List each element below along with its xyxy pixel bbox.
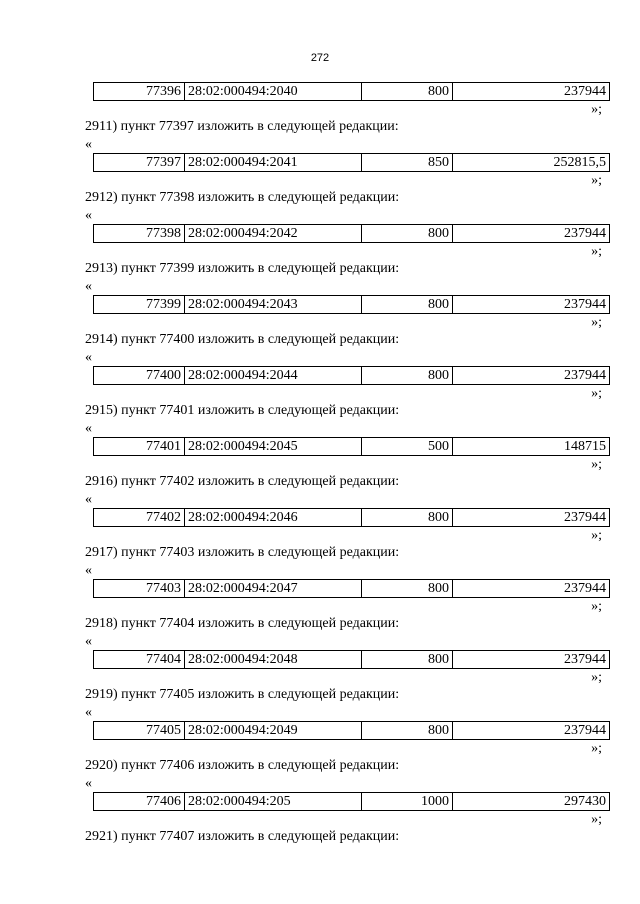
amendment-instruction: 2913) пункт 77399 изложить в следующей редакции: [85,261,400,276]
area-cell: 800 [362,651,453,669]
cadastral-number-cell: 28:02:000494:2041 [185,154,362,172]
land-plot-row-table [93,295,610,314]
table-row [94,83,610,101]
cadastral-number-cell: 28:02:000494:2047 [185,580,362,598]
item-number-cell: 77403 [94,580,185,598]
table-row [94,296,610,314]
cadastral-number-cell: 28:02:000494:2044 [185,367,362,385]
land-plot-row-table [93,153,610,172]
area-cell: 800 [362,722,453,740]
cadastral-number-cell: 28:02:000494:2040 [185,83,362,101]
amendment-instruction: 2918) пункт 77404 изложить в следующей редакции: [85,616,400,631]
close-quote: »; [591,457,602,472]
close-quote: »; [591,244,602,259]
item-number-cell: 77406 [94,793,185,811]
area-cell: 800 [362,296,453,314]
cadastral-number-cell: 28:02:000494:2048 [185,651,362,669]
open-quote: « [85,492,92,507]
cadastral-number-cell: 28:02:000494:2046 [185,509,362,527]
value-cell: 237944 [453,225,610,243]
amendment-instruction: 2912) пункт 77398 изложить в следующей редакции: [85,190,400,205]
table-row [94,154,610,172]
table-row [94,651,610,669]
value-cell: 237944 [453,580,610,598]
land-plot-row-table [93,579,610,598]
item-number-cell: 77404 [94,651,185,669]
value-cell: 297430 [453,793,610,811]
amendment-instruction: 2917) пункт 77403 изложить в следующей редакции: [85,545,400,560]
open-quote: « [85,563,92,578]
land-plot-row-table [93,721,610,740]
open-quote: « [85,279,92,294]
open-quote: « [85,634,92,649]
open-quote: « [85,350,92,365]
table-row [94,509,610,527]
open-quote: « [85,137,92,152]
amendment-instruction: 2915) пункт 77401 изложить в следующей редакции: [85,403,400,418]
amendment-instruction: 2920) пункт 77406 изложить в следующей редакции: [85,758,400,773]
value-cell: 237944 [453,367,610,385]
cadastral-number-cell: 28:02:000494:2045 [185,438,362,456]
cadastral-number-cell: 28:02:000494:205 [185,793,362,811]
open-quote: « [85,208,92,223]
close-quote: »; [591,741,602,756]
land-plot-row-table [93,508,610,527]
item-number-cell: 77405 [94,722,185,740]
land-plot-row-table [93,792,610,811]
table-row [94,367,610,385]
item-number-cell: 77401 [94,438,185,456]
value-cell: 237944 [453,296,610,314]
amendment-instruction: 2919) пункт 77405 изложить в следующей редакции: [85,687,400,702]
item-number-cell: 77400 [94,367,185,385]
amendment-instruction: 2916) пункт 77402 изложить в следующей редакции: [85,474,400,489]
item-number-cell: 77396 [94,83,185,101]
open-quote: « [85,776,92,791]
value-cell: 237944 [453,651,610,669]
table-row [94,438,610,456]
open-quote: « [85,705,92,720]
close-quote: »; [591,812,602,827]
item-number-cell: 77397 [94,154,185,172]
area-cell: 800 [362,580,453,598]
value-cell: 237944 [453,722,610,740]
land-plot-row-table [93,366,610,385]
amendment-instruction: 2911) пункт 77397 изложить в следующей редакции: [85,119,399,134]
item-number-cell: 77398 [94,225,185,243]
table-row [94,225,610,243]
area-cell: 850 [362,154,453,172]
table-row [94,722,610,740]
value-cell: 148715 [453,438,610,456]
page-number: 272 [310,52,330,64]
value-cell: 237944 [453,509,610,527]
value-cell: 237944 [453,83,610,101]
land-plot-row-table [93,650,610,669]
close-quote: »; [591,528,602,543]
area-cell: 800 [362,367,453,385]
close-quote: »; [591,599,602,614]
cadastral-number-cell: 28:02:000494:2043 [185,296,362,314]
close-quote: »; [591,386,602,401]
area-cell: 800 [362,225,453,243]
item-number-cell: 77399 [94,296,185,314]
cadastral-number-cell: 28:02:000494:2042 [185,225,362,243]
document-body [85,82,610,846]
close-quote: »; [591,670,602,685]
cadastral-number-cell: 28:02:000494:2049 [185,722,362,740]
amendment-instruction: 2921) пункт 77407 изложить в следующей редакции: [85,829,400,844]
item-number-cell: 77402 [94,509,185,527]
area-cell: 500 [362,438,453,456]
close-quote: »; [591,315,602,330]
close-quote: »; [591,102,602,117]
value-cell: 252815,5 [453,154,610,172]
area-cell: 800 [362,509,453,527]
table-row [94,580,610,598]
land-plot-row-table [93,82,610,101]
table-row [94,793,610,811]
close-quote: »; [591,173,602,188]
amendment-instruction: 2914) пункт 77400 изложить в следующей редакции: [85,332,400,347]
land-plot-row-table [93,437,610,456]
open-quote: « [85,421,92,436]
area-cell: 1000 [362,793,453,811]
land-plot-row-table [93,224,610,243]
area-cell: 800 [362,83,453,101]
